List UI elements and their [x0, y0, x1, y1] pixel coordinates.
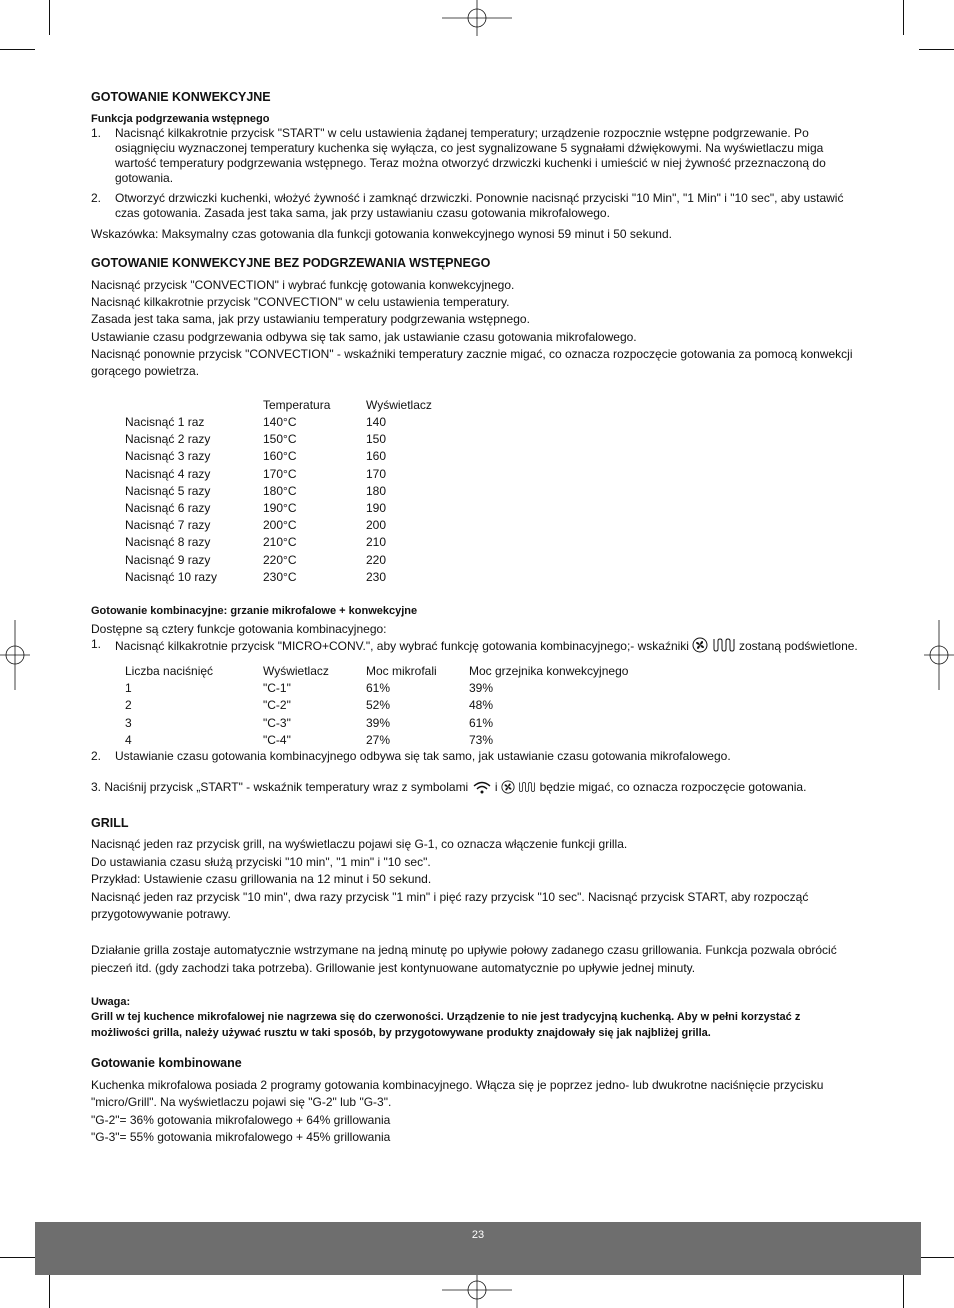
- crop-mark: [0, 1257, 35, 1258]
- paragraph-line: Nacisnąć kilkakrotnie przycisk "CONVECTION" w celu ustawienia temperatury.: [91, 295, 510, 310]
- table-header-cell: Wyświetlacz: [366, 397, 432, 412]
- table-cell: 200°C: [263, 518, 297, 533]
- page-footer: [35, 1222, 921, 1275]
- table-cell: 230: [366, 569, 387, 584]
- paragraph-line: Nacisnąć ponownie przycisk "CONVECTION" - wskaźniki temperatury zacznie migać, co oznacza rozpoczęcie gotowania za pomocą konwekcji gorącego powietrza.: [91, 346, 853, 379]
- table-cell: 210°C: [263, 535, 297, 550]
- table-cell: 190: [366, 501, 387, 516]
- combination-table: [125, 663, 628, 749]
- table-cell: "C-1": [263, 681, 291, 696]
- grill-pause-paragraph: Działanie grilla zostaje automatycznie wstrzymane na jedną minutę po upływie połowy zadanego czasu grillowania. Funkcja pozwala obrócić pieczeń itd. (gdy zachodzi taka potrzeba). Grillowanie jest kontynuowane automatycznie po upływie jednej minuty.: [91, 942, 837, 975]
- paragraph-line: Przykład: Ustawienie czasu grillowania na 12 minut i 50 sekund.: [91, 872, 432, 887]
- list-text: Nacisnąć kilkakrotnie przycisk "START" w celu ustawienia żądanej temperatury; urządzenie rozpocznie wstępne podgrzewanie. Po osiągnięciu wyznaczonej temperatury kuchenka się wyłącza, co jest sygnalizowane 5 sygnałami dźwiękowymi. Na wyświetlaczu miga wartość temperatury podgrzewania wstępnego. Teraz można otworzyć drzwiczki kuchenki i umieścić w niej żywność przeznaczoną do gotowania.: [115, 126, 826, 185]
- table-row: [125, 431, 432, 448]
- table-header-row: [125, 663, 628, 680]
- page-number: 23: [471, 1229, 485, 1241]
- table-cell: Nacisnąć 2 razy: [125, 432, 211, 447]
- table-cell: 1: [125, 681, 132, 696]
- list-item: [91, 126, 861, 186]
- list-text: Ustawianie czasu gotowania kombinacyjnego odbywa się tak samo, jak ustawianie czasu gotowania mikrofalowego.: [115, 749, 731, 764]
- table-cell: Nacisnąć 5 razy: [125, 483, 211, 498]
- paragraph-line: Ustawianie czasu podgrzewania odbywa się tak samo, jak ustawianie czasu gotowania mikrofalowego.: [91, 329, 637, 344]
- list-item: [91, 191, 861, 221]
- list-text: Otworzyć drzwiczki kuchenki, włożyć żywność i zamknąć drzwiczki. Ponownie nacisnąć przyciski "10 Min", "1 Min" i "10 sec", aby ustawić czas gotowania. Zasada jest taka sama, jak przy ustawianiu czasu gotowania mikrofalowego.: [115, 191, 844, 220]
- crop-mark: [49, 0, 50, 35]
- table-cell: "C-3": [263, 715, 291, 730]
- section-title-combined: Gotowanie kombinowane: [91, 1055, 242, 1070]
- table-cell: 220°C: [263, 552, 297, 567]
- registration-mark-right: [924, 620, 954, 690]
- table-cell: 48%: [469, 698, 494, 713]
- fan-icon: [692, 637, 708, 657]
- section-title-grill: GRILL: [91, 816, 129, 831]
- paragraph-line: Dostępne są cztery funkcje gotowania kombinacyjnego:: [91, 622, 387, 637]
- table-row: [125, 569, 432, 586]
- table-cell: 220: [366, 552, 387, 567]
- table-cell: 160°C: [263, 449, 297, 464]
- table-cell: Nacisnąć 6 razy: [125, 501, 211, 516]
- registration-mark-bottom: [442, 1272, 512, 1308]
- table-cell: 140: [366, 415, 387, 430]
- table-cell: 180: [366, 483, 387, 498]
- crop-mark: [919, 49, 954, 50]
- table-cell: 150: [366, 432, 387, 447]
- table-cell: 73%: [469, 732, 494, 747]
- crop-mark: [49, 1273, 50, 1308]
- subsection-title-preheat: Funkcja podgrzewania wstępnego: [91, 113, 270, 125]
- crop-mark: [903, 1273, 904, 1308]
- list-number: 1.: [91, 126, 102, 140]
- table-cell: Nacisnąć 3 razy: [125, 449, 211, 464]
- table-header-cell: Liczba naciśnięć: [125, 664, 214, 679]
- table-cell: 52%: [366, 698, 391, 713]
- list-item: [91, 749, 861, 764]
- table-cell: 160: [366, 449, 387, 464]
- list-text: zostaną podświetlone.: [739, 639, 858, 654]
- table-cell: Nacisnąć 8 razy: [125, 535, 211, 550]
- table-header-row: [125, 397, 432, 414]
- warning-title: Uwaga:: [91, 995, 131, 1008]
- table-cell: 150°C: [263, 432, 297, 447]
- table-cell: 170: [366, 466, 387, 481]
- table-cell: 39%: [366, 715, 391, 730]
- heater-icon: [518, 780, 536, 799]
- table-cell: "C-2": [263, 698, 291, 713]
- table-cell: 230°C: [263, 569, 297, 584]
- paragraph-line: Zasada jest taka sama, jak przy ustawianiu temperatury podgrzewania wstępnego.: [91, 312, 530, 327]
- table-cell: Nacisnąć 9 razy: [125, 552, 211, 567]
- table-row: [125, 414, 432, 431]
- table-header-cell: Wyświetlacz: [263, 664, 329, 679]
- table-row: [125, 697, 628, 714]
- crop-mark: [903, 0, 904, 35]
- table-row: [125, 680, 628, 697]
- table-cell: 210: [366, 535, 387, 550]
- table-cell: Nacisnąć 1 raz: [125, 415, 205, 430]
- paragraph-line: Nacisnąć przycisk "CONVECTION" i wybrać funkcję gotowania konwekcyjnego.: [91, 278, 515, 292]
- paragraph-line: "G-2"= 36% gotowania mikrofalowego + 64% grillowania: [91, 1112, 391, 1127]
- table-header-cell: Moc grzejnika konwekcyjnego: [469, 664, 629, 679]
- paragraph-line: Nacisnąć jeden raz przycisk grill, na wyświetlaczu pojawi się G-1, co oznacza włączenie funkcji grilla.: [91, 837, 628, 852]
- warning-text: Grill w tej kuchence mikrofalowej nie nagrzewa się do czerwoności. Urządzenie to nie jest tradycyjną kuchenką. Aby w pełni korzystać z możliwości grilla, należy używać rusztu w taki sposób, by przygotowywane produkty znajdowały się jak najbliżej grilla.: [91, 1010, 801, 1040]
- paragraph-line: Kuchenka mikrofalowa posiada 2 programy gotowania kombinacyjnego. Włącza się je poprzez jedno- lub dwukrotne naciśnięcie przycisku "micro/Grill". Na wyświetlaczu pojawi się "G-2" lub "G-3".: [91, 1077, 824, 1110]
- table-cell: 61%: [366, 681, 391, 696]
- crop-mark: [0, 49, 35, 50]
- paragraph-line: "G-3"= 55% gotowania mikrofalowego + 45% grillowania: [91, 1130, 391, 1145]
- table-row: [125, 534, 432, 551]
- table-row: [125, 483, 432, 500]
- table-row: [125, 517, 432, 534]
- hint-text: Wskazówka: Maksymalny czas gotowania dla funkcji gotowania konwekcyjnego wynosi 59 minut i 50 sekund.: [91, 227, 672, 241]
- registration-mark-left: [0, 620, 30, 690]
- table-cell: 61%: [469, 715, 494, 730]
- table-cell: Nacisnąć 4 razy: [125, 466, 211, 481]
- section-title-combination: Gotowanie kombinacyjne: grzanie mikrofalowe + konwekcyjne: [91, 605, 418, 618]
- registration-mark-top: [442, 0, 512, 36]
- list-number: 1.: [91, 637, 102, 652]
- table-cell: 4: [125, 732, 132, 747]
- paragraph-line: Nacisnąć jeden raz przycisk "10 min", dwa razy przycisk "1 min" i pięć razy przycisk "10 sec". Nacisnąć przycisk START, aby rozpocząć przygotowywanie potrawy.: [91, 889, 809, 922]
- table-cell: "C-4": [263, 732, 291, 747]
- section-title-convection: GOTOWANIE KONWEKCYJNE: [91, 90, 271, 104]
- list-item: [91, 637, 861, 657]
- table-row: [125, 466, 432, 483]
- table-cell: 140°C: [263, 415, 297, 430]
- microwave-wave-icon: [472, 780, 492, 799]
- table-cell: Nacisnąć 10 razy: [125, 569, 218, 584]
- table-cell: 27%: [366, 732, 391, 747]
- table-cell: 200: [366, 518, 387, 533]
- fan-icon: [501, 780, 515, 799]
- table-cell: Nacisnąć 7 razy: [125, 518, 211, 533]
- section-title-no-preheat: GOTOWANIE KONWEKCYJNE BEZ PODGRZEWANIA WSTĘPNEGO: [91, 256, 491, 270]
- table-row: [125, 500, 432, 517]
- table-cell: 180°C: [263, 483, 297, 498]
- crop-mark: [919, 1257, 954, 1258]
- step-3-paragraph: [91, 779, 861, 799]
- table-row: [125, 552, 432, 569]
- table-row: [125, 715, 628, 732]
- table-row: [125, 732, 628, 749]
- table-row: [125, 448, 432, 465]
- table-cell: 170°C: [263, 466, 297, 481]
- table-header-cell: [125, 397, 263, 414]
- paragraph-text: 3. Naciśnij przycisk „START" - wskaźnik temperatury wraz z symbolami: [91, 780, 469, 795]
- list-number: 2.: [91, 191, 102, 205]
- temperature-table: [125, 397, 432, 586]
- list-text: Nacisnąć kilkakrotnie przycisk "MICRO+CONV.", aby wybrać funkcję gotowania kombinacyjnego;- wskaźniki: [115, 639, 689, 654]
- paragraph-text: i: [494, 780, 498, 795]
- table-header-cell: Moc mikrofali: [366, 664, 437, 679]
- list-number: 2.: [91, 749, 102, 764]
- table-cell: 3: [125, 715, 132, 730]
- table-header-cell: Temperatura: [263, 397, 331, 412]
- heater-icon: [712, 637, 736, 657]
- paragraph-text: będzie migać, co oznacza rozpoczęcie gotowania.: [539, 780, 807, 795]
- page-content: [91, 90, 861, 1147]
- table-cell: 2: [125, 698, 132, 713]
- table-cell: 39%: [469, 681, 494, 696]
- table-cell: 190°C: [263, 501, 297, 516]
- paragraph-line: Do ustawiania czasu służą przyciski "10 min", "1 min" i "10 sec".: [91, 854, 431, 869]
